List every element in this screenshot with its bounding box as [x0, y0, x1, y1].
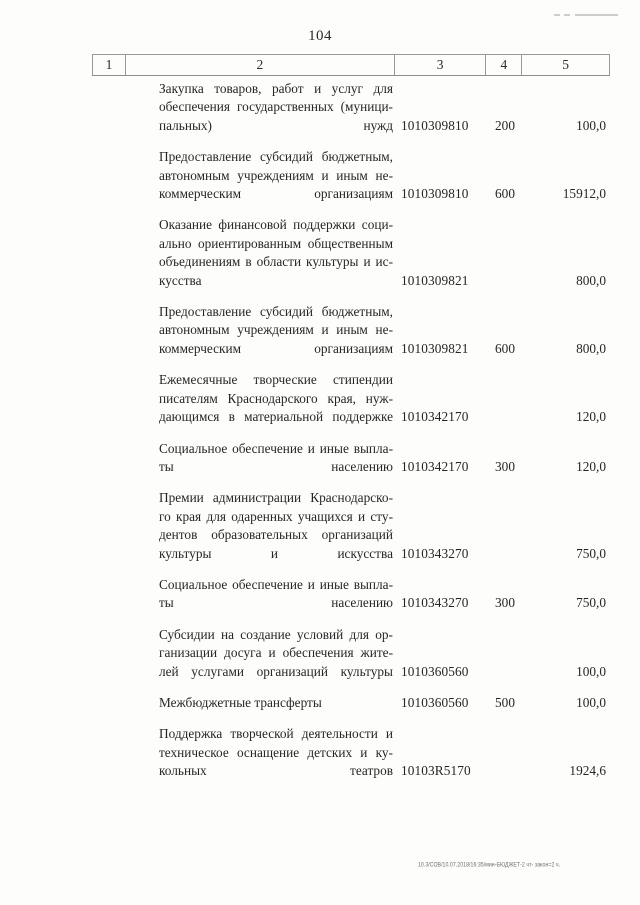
table-row: [92, 489, 610, 563]
table-row: [92, 694, 610, 712]
expense-group-cell: 500: [495, 694, 515, 710]
expense-name-cell: Социальное обеспечение и иные выпла-ты населению: [159, 576, 393, 611]
amount-cell: 120,0: [576, 458, 606, 474]
target-code-cell: 1010343270: [401, 595, 469, 611]
target-code-cell: 1010342170: [401, 458, 469, 474]
expense-group-cell: 600: [495, 340, 515, 356]
column-header-4: 4: [486, 55, 522, 75]
amount-cell: 100,0: [576, 117, 606, 133]
expense-name-cell: Социальное обеспечение и иные выпла-ты населению: [159, 440, 393, 474]
budget-table: [92, 54, 610, 794]
scan-artifact: [554, 14, 618, 17]
target-code-cell: 1010360560: [401, 694, 469, 710]
expense-name-cell: Закупка товаров, работ и услуг для обеспечения государственных (муници-пальных) нужд: [159, 81, 393, 133]
target-code-cell: 1010309821: [401, 340, 469, 356]
table-row: [92, 440, 610, 477]
table-row: [92, 80, 610, 135]
column-header-3: 3: [395, 55, 487, 75]
expense-group-cell: 300: [495, 595, 515, 611]
table-row: [92, 216, 610, 290]
amount-cell: 100,0: [576, 663, 606, 679]
expense-group-cell: 300: [495, 458, 515, 474]
table-body: [92, 76, 610, 781]
target-code-cell: 10103R5170: [401, 763, 471, 779]
target-code-cell: 1010343270: [401, 545, 469, 561]
expense-group-cell: 200: [495, 117, 515, 133]
amount-cell: 100,0: [576, 694, 606, 710]
target-code-cell: 1010309810: [401, 117, 469, 133]
column-header-2: 2: [126, 55, 395, 75]
table-row: [92, 725, 610, 780]
table-header-row: [92, 54, 610, 76]
table-row: [92, 576, 610, 613]
column-header-1: 1: [93, 55, 126, 75]
expense-name-cell: Субсидии на создание условий для ор-ганизации досуга и обеспечения жите-лей услугами организаций культуры: [159, 626, 393, 679]
amount-cell: 750,0: [576, 545, 606, 561]
target-code-cell: 1010309821: [401, 272, 469, 288]
expense-name-cell: Поддержка творческой деятельности и техническое оснащение детских и ку-кольных театров: [159, 726, 393, 779]
amount-cell: 1924,6: [569, 763, 606, 779]
expense-name-cell: Предоставление субсидий бюджетным, автономным учреждениям и иным не-коммерческим организациям: [159, 149, 393, 202]
footer-stamp: 10.3/СОВ/10.07.2018/16:35/мин-БЮДЖЕТ-2 чт- закон=2 ч.: [418, 862, 561, 869]
expense-name-cell: Ежемесячные творческие стипендии писателям Краснодарского края, нуж-дающимся в материальной поддержке: [159, 372, 393, 425]
table-row: [92, 148, 610, 203]
page-number: 104: [308, 28, 332, 44]
amount-cell: 800,0: [576, 340, 606, 356]
amount-cell: 120,0: [576, 409, 606, 425]
table-row: [92, 371, 610, 426]
table-row: [92, 626, 610, 681]
column-header-5: 5: [562, 57, 570, 72]
amount-cell: 15912,0: [562, 186, 606, 202]
expense-group-cell: 600: [495, 186, 515, 202]
amount-cell: 800,0: [576, 272, 606, 288]
amount-cell: 750,0: [576, 595, 606, 611]
target-code-cell: 1010342170: [401, 409, 469, 425]
target-code-cell: 1010309810: [401, 186, 469, 202]
expense-name-cell: Предоставление субсидий бюджетным, автономным учреждениям и иным не-коммерческим организациям: [159, 304, 393, 356]
table-row: [92, 303, 610, 358]
expense-name-cell: Премии администрации Краснодарско-го края для одаренных учащихся и сту-дентов образовательных организаций культуры и искусства: [159, 490, 393, 561]
expense-name-cell: Оказание финансовой поддержки соци-ально ориентированным общественным объединениям в области культуры и ис-кусства: [159, 217, 393, 288]
expense-name-cell: Межбюджетные трансферты: [159, 694, 322, 710]
target-code-cell: 1010360560: [401, 663, 469, 679]
